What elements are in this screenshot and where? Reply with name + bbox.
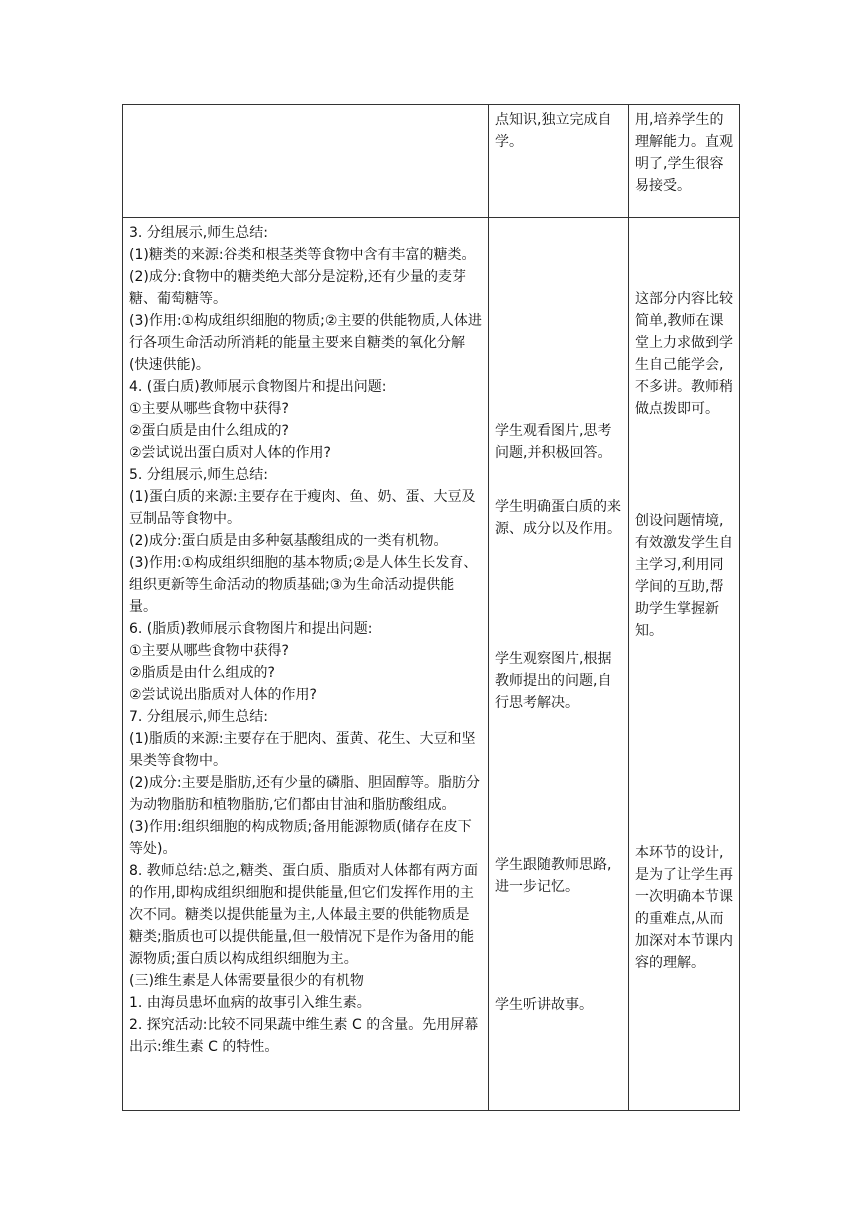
- table-row: [123, 105, 740, 218]
- lesson-plan-table: [122, 104, 740, 1111]
- table-row: [123, 218, 740, 1111]
- teacher-activity-line: 1. 由海员患坏血病的故事引入维生素。: [129, 995, 371, 1011]
- teacher-activity-line: (3)作用:①构成组织细胞的物质;②主要的供能物质,人体进行各项生命活动所消耗的能量主要来自糖类的氧化分解(快速供能)。: [129, 313, 482, 373]
- teacher-activity-line: (3)作用:组织细胞的构成物质;备用能源物质(储存在皮下等处)。: [129, 819, 472, 857]
- teacher-activity-line: ①主要从哪些食物中获得?: [129, 401, 289, 417]
- design-intent-cell: [629, 218, 740, 1111]
- design-intent-text: 本环节的设计,是为了让学生再一次明确本节课的重难点,从而加深对本节课内容的理解。: [635, 845, 733, 971]
- teacher-activity-cell: [123, 105, 489, 218]
- teacher-activity-line: ②蛋白质是由什么组成的?: [129, 423, 289, 439]
- teacher-activity-line: 5. 分组展示,师生总结:: [129, 467, 268, 483]
- teacher-activity-cell: [123, 218, 489, 1111]
- student-activity-text: 学生听讲故事。: [495, 997, 593, 1013]
- teacher-activity-line: ②脂质是由什么组成的?: [129, 665, 275, 681]
- student-activity-text: 学生跟随教师思路,进一步记忆。: [495, 857, 612, 895]
- teacher-activity-line: 3. 分组展示,师生总结:: [129, 225, 268, 241]
- teacher-activity-line: ②尝试说出脂质对人体的作用?: [129, 687, 317, 703]
- teacher-activity-line: (2)成分:食物中的糖类绝大部分是淀粉,还有少量的麦芽糖、葡萄糖等。: [129, 269, 466, 307]
- teacher-activity-line: 4. (蛋白质)教师展示食物图片和提出问题:: [129, 379, 387, 395]
- teacher-activity-lines: [129, 222, 482, 1058]
- design-intent-text: 用,培养学生的理解能力。直观明了,学生很容易接受。: [635, 112, 733, 194]
- student-activity-text: 学生观看图片,思考问题,并积极回答。: [495, 423, 612, 461]
- student-activity-cell: [489, 105, 629, 218]
- student-activity-cell: [489, 218, 629, 1111]
- teacher-activity-line: 7. 分组展示,师生总结:: [129, 709, 268, 725]
- teacher-activity-line: (1)糖类的来源:谷类和根茎类等食物中含有丰富的糖类。: [129, 247, 476, 263]
- student-activity-text: 点知识,独立完成自学。: [495, 112, 612, 150]
- teacher-activity-line: (1)蛋白质的来源:主要存在于瘦肉、鱼、奶、蛋、大豆及豆制品等食物中。: [129, 489, 476, 527]
- teacher-activity-line: (2)成分:蛋白质是由多种氨基酸组成的一类有机物。: [129, 533, 448, 549]
- student-activity-text: 学生明确蛋白质的来源、成分以及作用。: [495, 499, 621, 537]
- teacher-activity-line: (三)维生素是人体需要量很少的有机物: [129, 973, 364, 989]
- design-intent-text: 这部分内容比较简单,教师在课堂上力求做到学生自己能学会,不多讲。教师稍做点拨即可。: [635, 291, 733, 417]
- teacher-activity-line: (3)作用:①构成组织细胞的基本物质;②是人体生长发育、组织更新等生命活动的物质基础;③为生命活动提供能量。: [129, 555, 478, 615]
- design-intent-text: 创设问题情境,有效激发学生自主学习,利用同学间的互助,帮助学生掌握新知。: [635, 513, 733, 639]
- teacher-activity-line: ②尝试说出蛋白质对人体的作用?: [129, 445, 331, 461]
- teacher-activity-line: (1)脂质的来源:主要存在于肥肉、蛋黄、花生、大豆和坚果类等食物中。: [129, 731, 476, 769]
- design-intent-cell: [629, 105, 740, 218]
- teacher-activity-line: 2. 探究活动:比较不同果蔬中维生素 C 的含量。先用屏幕出示:维生素 C 的特性。: [129, 1017, 479, 1055]
- teacher-activity-line: 8. 教师总结:总之,糖类、蛋白质、脂质对人体都有两方面的作用,即构成组织细胞和提供能量,但它们发挥作用的主次不同。糖类以提供能量为主,人体最主要的供能物质是糖类;脂质也可以提供能量,但一般情况下是作为备用的能源物质;蛋白质以构成组织细胞为主。: [129, 863, 478, 967]
- student-activity-text: 学生观察图片,根据教师提出的问题,自行思考解决。: [495, 651, 612, 711]
- teacher-activity-line: ①主要从哪些食物中获得?: [129, 643, 289, 659]
- teacher-activity-line: 6. (脂质)教师展示食物图片和提出问题:: [129, 621, 373, 637]
- teacher-activity-line: (2)成分:主要是脂肪,还有少量的磷脂、胆固醇等。脂肪分为动物脂肪和植物脂肪,它们都由甘油和脂肪酸组成。: [129, 775, 480, 813]
